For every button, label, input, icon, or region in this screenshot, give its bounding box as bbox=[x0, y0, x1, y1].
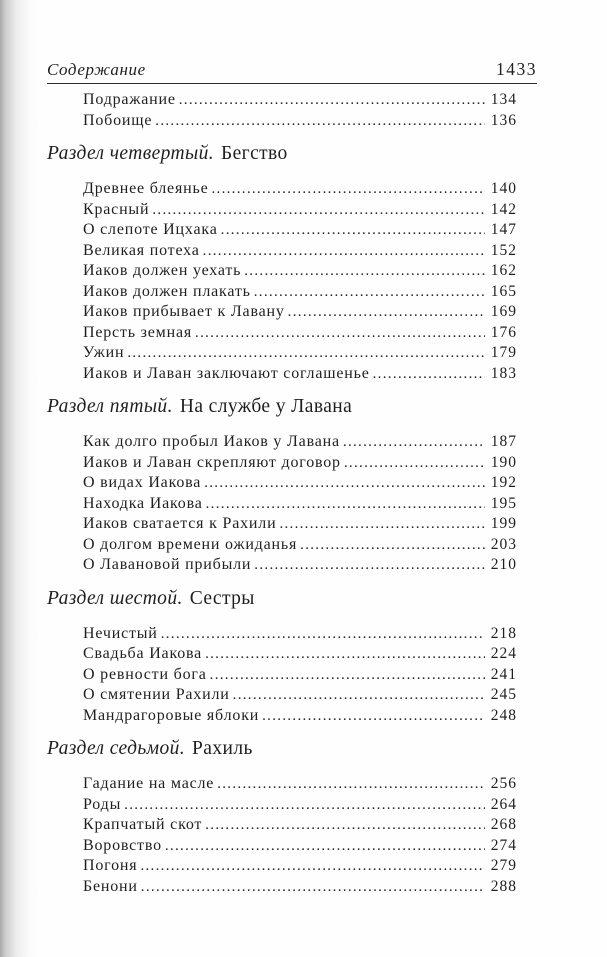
toc-entry-title: Иаков сватается к Рахили bbox=[83, 515, 277, 532]
section-heading bbox=[47, 586, 537, 612]
toc-entry-title: Роды bbox=[83, 795, 122, 813]
toc-entry-title: Мандрагоровые яблоки bbox=[83, 706, 260, 724]
dot-leader bbox=[279, 514, 484, 535]
toc-entry-title: Великая потеха bbox=[83, 241, 200, 259]
dot-leader bbox=[254, 282, 485, 303]
toc-entry-title: Иаков и Лаван скрепляют договор bbox=[83, 453, 341, 471]
dot-leader bbox=[165, 836, 485, 857]
toc-entry-title: Бенони bbox=[83, 877, 138, 895]
dot-leader bbox=[244, 261, 485, 282]
toc-entry-page: 256 bbox=[490, 775, 517, 792]
toc-entry bbox=[83, 644, 517, 665]
dot-leader bbox=[233, 685, 485, 706]
toc-entry bbox=[83, 494, 517, 515]
toc-entry-page: 274 bbox=[490, 836, 517, 854]
toc-entry bbox=[83, 432, 517, 453]
dot-leader bbox=[221, 220, 485, 241]
toc-entry-page: 162 bbox=[490, 262, 517, 279]
dot-leader bbox=[195, 323, 485, 344]
dot-leader bbox=[344, 453, 485, 474]
dot-leader bbox=[373, 364, 485, 385]
toc-entry-title: Иаков и Лаван заключают соглашенье bbox=[83, 364, 370, 382]
dot-leader bbox=[141, 877, 485, 898]
dot-leader bbox=[140, 856, 484, 877]
toc-entry bbox=[83, 200, 517, 221]
dot-leader bbox=[300, 535, 485, 556]
toc-sections bbox=[47, 84, 537, 897]
toc-entry-page: 142 bbox=[490, 200, 517, 218]
section-heading bbox=[47, 394, 537, 420]
toc-entry bbox=[83, 220, 517, 241]
dot-leader bbox=[204, 473, 485, 494]
toc-entry-title: Погоня bbox=[83, 857, 138, 874]
toc-entry bbox=[83, 473, 517, 494]
toc-entry-page: 218 bbox=[490, 624, 517, 642]
toc-entry-page: 152 bbox=[490, 241, 517, 259]
toc-section bbox=[47, 586, 537, 727]
toc-entry-title: Гадание на масле bbox=[83, 775, 215, 792]
dot-leader bbox=[155, 111, 484, 132]
toc-entry-page: 140 bbox=[490, 180, 517, 197]
toc-entry bbox=[83, 323, 517, 344]
toc-entry bbox=[83, 774, 517, 795]
page-number: 1433 bbox=[496, 59, 537, 79]
toc-section bbox=[47, 90, 537, 131]
toc-entry bbox=[83, 111, 517, 132]
page-header bbox=[47, 60, 537, 84]
toc-entry bbox=[83, 453, 517, 474]
toc-entry bbox=[83, 282, 517, 303]
toc-entry-title: Ужин bbox=[83, 344, 125, 361]
toc-entry bbox=[83, 364, 517, 385]
toc-entry-title: Персть земная bbox=[83, 323, 193, 341]
toc-entry-page: 288 bbox=[490, 877, 517, 895]
toc-entry bbox=[83, 685, 517, 706]
toc-entry-page: 268 bbox=[490, 816, 517, 833]
toc-entry-title: О смятении Рахили bbox=[83, 686, 230, 703]
toc-entry-page: 248 bbox=[490, 706, 517, 724]
dot-leader bbox=[127, 343, 484, 364]
toc-entry-list bbox=[47, 90, 537, 131]
section-heading-italic: Раздел пятый. bbox=[47, 396, 173, 417]
toc-section bbox=[47, 141, 537, 384]
toc-entry bbox=[83, 665, 517, 686]
toc-entry-title: Иаков прибывает к Лавану bbox=[83, 303, 285, 320]
dot-leader bbox=[206, 494, 485, 515]
toc-entry bbox=[83, 815, 517, 836]
dot-leader bbox=[179, 90, 485, 111]
toc-entry-title: Находка Иакова bbox=[83, 494, 203, 512]
dot-leader bbox=[254, 555, 484, 576]
toc-entry-title: Свадьба Иакова bbox=[83, 645, 203, 662]
toc-entry bbox=[83, 706, 517, 727]
dot-leader bbox=[152, 200, 484, 221]
toc-entry-list bbox=[47, 624, 537, 727]
toc-entry-page: 245 bbox=[490, 686, 517, 703]
toc-entry-page: 176 bbox=[490, 323, 517, 341]
section-heading bbox=[47, 736, 537, 762]
toc-entry-page: 179 bbox=[490, 344, 517, 361]
toc-entry bbox=[83, 624, 517, 645]
section-heading-italic: Раздел шестой. bbox=[47, 587, 183, 609]
dot-leader bbox=[211, 179, 484, 200]
toc-entry-title: О Лавановой прибыли bbox=[83, 556, 252, 573]
toc-entry-title: Красный bbox=[83, 200, 150, 218]
toc-entry-page: 192 bbox=[490, 474, 517, 491]
section-heading-italic: Раздел седьмой. bbox=[47, 738, 186, 759]
toc-entry bbox=[83, 343, 517, 364]
section-heading-regular: На службе у Лавана bbox=[179, 396, 353, 417]
toc-entry-title: Древнее блеянье bbox=[83, 180, 209, 197]
toc-entry-page: 136 bbox=[490, 111, 517, 129]
toc-entry-page: 199 bbox=[490, 515, 517, 532]
toc-entry-page: 195 bbox=[490, 494, 517, 512]
toc-section bbox=[47, 736, 537, 897]
toc-entry bbox=[83, 555, 517, 576]
toc-entry bbox=[83, 514, 517, 535]
dot-leader bbox=[288, 302, 485, 323]
dot-leader bbox=[161, 624, 485, 645]
dot-leader bbox=[203, 241, 485, 262]
section-heading-italic: Раздел четвертый. bbox=[47, 143, 215, 164]
toc-entry-title: Побоище bbox=[83, 111, 153, 129]
toc-entry-page: 224 bbox=[490, 645, 517, 662]
toc-entry-list bbox=[47, 432, 537, 576]
toc-entry-page: 169 bbox=[490, 303, 517, 320]
book-page bbox=[47, 60, 537, 897]
toc-entry-page: 190 bbox=[490, 453, 517, 471]
toc-entry bbox=[83, 856, 517, 877]
section-heading bbox=[47, 141, 537, 167]
toc-entry-title: Нечистый bbox=[83, 624, 158, 642]
scan-edge-shadow bbox=[0, 0, 42, 957]
toc-entry bbox=[83, 90, 517, 111]
toc-entry-title: Подражание bbox=[83, 91, 176, 108]
toc-entry-page: 183 bbox=[490, 364, 517, 382]
dot-leader bbox=[205, 644, 485, 665]
toc-entry-list bbox=[47, 774, 537, 897]
dot-leader bbox=[124, 795, 485, 816]
toc-entry bbox=[83, 241, 517, 262]
dot-leader bbox=[210, 665, 485, 686]
toc-entry-page: 187 bbox=[490, 433, 517, 450]
section-heading-regular: Бегство bbox=[221, 143, 288, 164]
toc-entry-page: 264 bbox=[490, 795, 517, 813]
toc-entry bbox=[83, 179, 517, 200]
toc-entry-title: Крапчатый скот bbox=[83, 816, 203, 833]
dot-leader bbox=[343, 432, 485, 453]
toc-entry-page: 203 bbox=[490, 535, 517, 553]
toc-entry-page: 210 bbox=[490, 556, 517, 573]
toc-entry-title: О долгом времени ожиданья bbox=[83, 535, 298, 553]
toc-entry-page: 134 bbox=[490, 91, 517, 108]
toc-entry-title: О видах Иакова bbox=[83, 474, 202, 491]
toc-entry-title: О слепоте Ицхака bbox=[83, 221, 218, 238]
toc-entry bbox=[83, 877, 517, 898]
toc-entry bbox=[83, 302, 517, 323]
toc-entry-list bbox=[47, 179, 537, 384]
section-heading-regular: Сестры bbox=[189, 587, 255, 609]
dot-leader bbox=[217, 774, 485, 795]
toc-entry bbox=[83, 795, 517, 816]
toc-entry-page: 147 bbox=[490, 221, 517, 238]
toc-entry-title: О ревности бога bbox=[83, 665, 207, 683]
toc-entry bbox=[83, 535, 517, 556]
toc-entry bbox=[83, 261, 517, 282]
toc-entry-title: Как долго пробыл Иаков у Лавана bbox=[83, 433, 340, 450]
toc-section bbox=[47, 394, 537, 576]
section-heading-regular: Рахиль bbox=[192, 738, 253, 759]
toc-entry bbox=[83, 836, 517, 857]
toc-entry-page: 241 bbox=[490, 665, 517, 683]
toc-entry-title: Иаков должен уехать bbox=[83, 262, 242, 279]
dot-leader bbox=[262, 706, 485, 727]
toc-entry-page: 165 bbox=[490, 282, 517, 300]
toc-entry-page: 279 bbox=[490, 857, 517, 874]
running-head-title: Содержание bbox=[47, 60, 146, 79]
toc-entry-title: Иаков должен плакать bbox=[83, 282, 251, 300]
dot-leader bbox=[205, 815, 485, 836]
toc-entry-title: Воровство bbox=[83, 836, 162, 854]
